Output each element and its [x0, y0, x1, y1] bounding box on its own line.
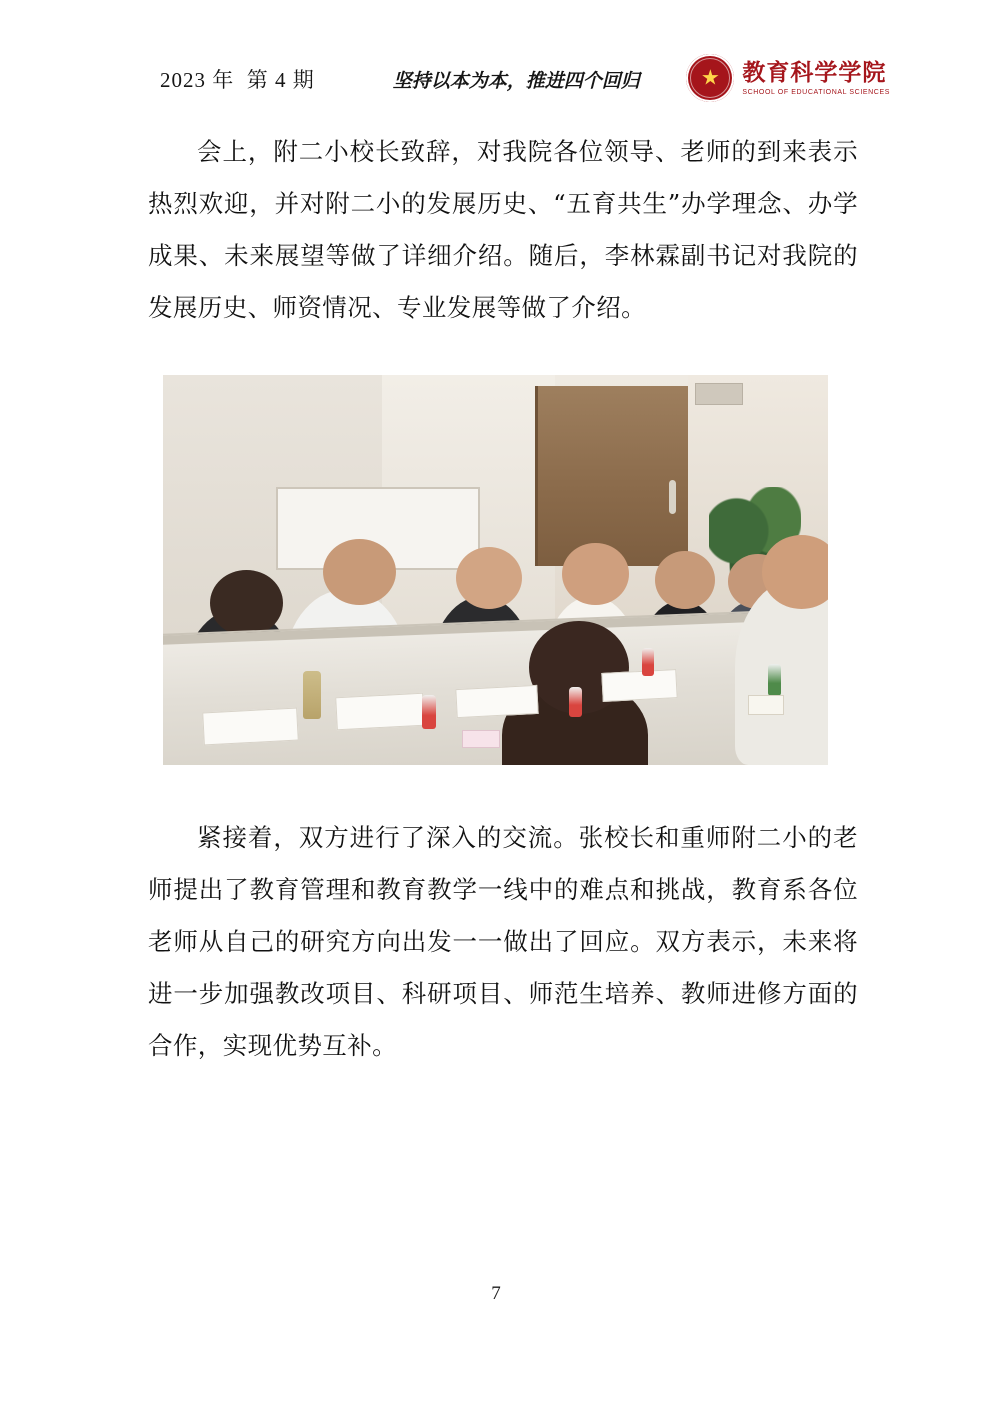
- water-bottle: [422, 695, 436, 729]
- door-handle: [669, 480, 676, 514]
- logo-name-en: SCHOOL OF EDUCATIONAL SCIENCES: [742, 88, 890, 96]
- water-bottle: [642, 648, 654, 676]
- person-head: [655, 551, 715, 610]
- person-head: [210, 570, 283, 636]
- water-bottle: [768, 664, 781, 696]
- body-paragraph-1: 会上，附二小校长致辞，对我院各位领导、老师的到来表示热烈欢迎，并对附二小的发展历史、“五育共生”办学理念、办学成果、未来展望等做了详细介绍。随后，李林霖副书记对我院的发展历史、师资情况、专业发展等做了介绍。: [148, 137, 858, 322]
- notebook: [202, 708, 299, 746]
- person-head: [456, 547, 523, 609]
- page-number: 7: [491, 1283, 501, 1304]
- body-paragraph-2: 紧接着，双方进行了深入的交流。张校长和重师附二小的老师提出了教育管理和教育教学一线中的难点和挑战，教育系各位老师从自己的研究方向出发一一做出了回应。双方表示，未来将进一步加强教改项目、科研项目、师范生培养、教师进修方面的合作，实现优势互补。: [148, 823, 858, 1060]
- page-header: [160, 52, 890, 108]
- water-bottle: [569, 687, 582, 717]
- issue-label: 2023 年 第 4 期: [160, 68, 315, 92]
- notebook: [335, 693, 425, 731]
- name-card: [462, 730, 500, 748]
- photo-scene: [163, 375, 828, 765]
- notebook: [601, 669, 678, 702]
- person-head: [562, 543, 629, 605]
- notebook: [455, 685, 538, 719]
- logo-text: [742, 58, 890, 96]
- air-vent: [695, 383, 743, 405]
- logo-name-cn: 教育科学学院: [742, 58, 887, 86]
- star-seal-icon: [686, 54, 734, 102]
- door: [535, 386, 694, 566]
- person-head: [323, 539, 396, 605]
- school-logo: [686, 52, 890, 102]
- meeting-photo: [163, 375, 828, 765]
- header-slogan: 坚持以本为本，推进四个回归: [392, 70, 640, 92]
- water-bottle: [303, 671, 321, 719]
- name-card: [748, 695, 784, 715]
